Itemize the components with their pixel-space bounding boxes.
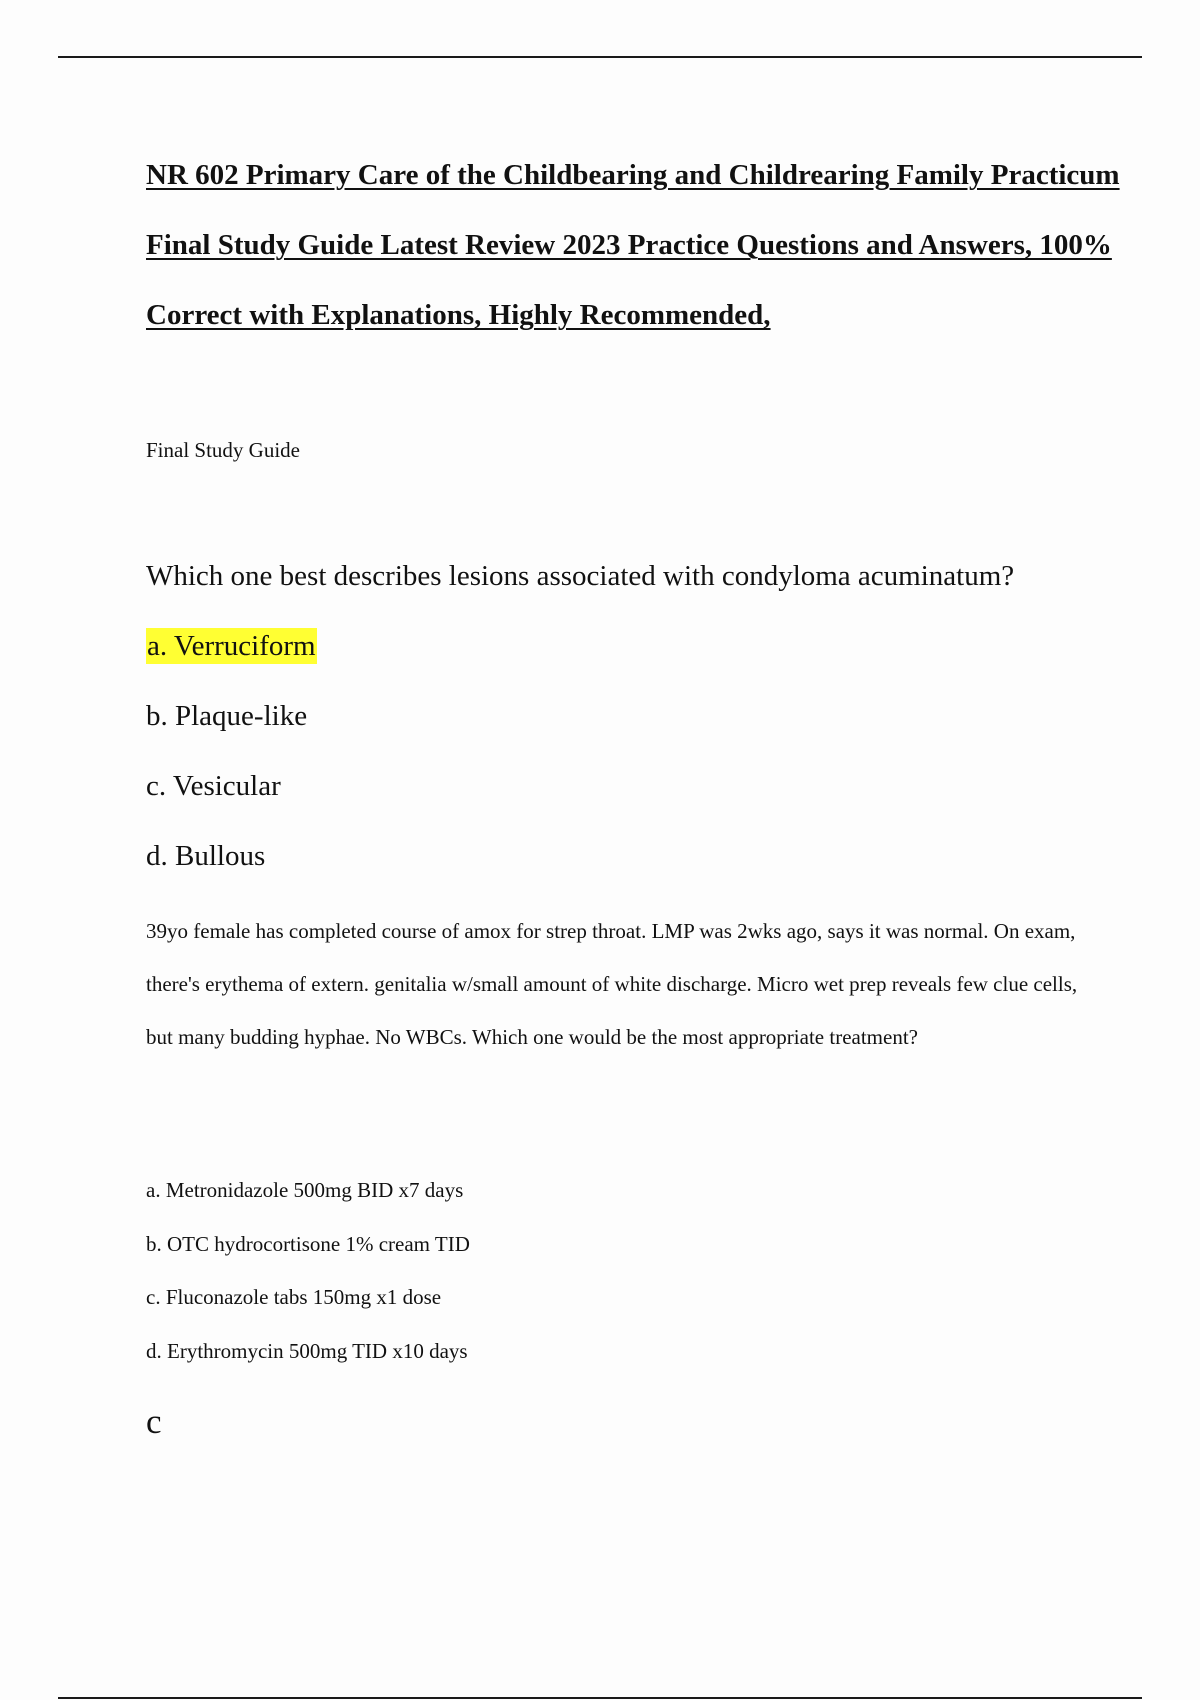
document-subtitle: Final Study Guide — [146, 438, 301, 462]
bottom-divider — [58, 1697, 1142, 1699]
question-2-option-c: c. Fluconazole tabs 150mg x1 dose — [146, 1285, 442, 1309]
document-title: NR 602 Primary Care of the Childbearing and Childrearing Family Practicum Final Study Guide Latest Review 2023 Practice Questions and Answers, 100% Correct with Explanations, Highly Recommended, — [146, 159, 1120, 331]
question-2-option-d: d. Erythromycin 500mg TID x10 days — [146, 1339, 468, 1363]
question-1-option-b: b. Plaque-like — [146, 700, 308, 732]
question-1-option-c: c. Vesicular — [146, 770, 281, 802]
question-1-option-d: d. Bullous — [146, 840, 266, 872]
question-2-option-a: a. Metronidazole 500mg BID x7 days — [146, 1178, 464, 1202]
question-2-option-b: b. OTC hydrocortisone 1% cream TID — [146, 1232, 470, 1256]
highlighted-answer: a. Verruciform — [147, 630, 316, 662]
question-1-text: Which one best describes lesions associated with condyloma acuminatum? — [146, 560, 1015, 592]
top-divider — [58, 56, 1142, 58]
question-2-text: 39yo female has completed course of amox for strep throat. LMP was 2wks ago, says it was normal. On exam, there's erythema of extern. genitalia w/small amount of white discharge. Micro wet prep reveals few clue cells, but many budding hyphae. No WBCs. Which one would be the most appropriate treatment? — [146, 919, 1078, 1049]
question-2-answer: c — [146, 1402, 162, 1441]
question-1-option-a — [146, 630, 317, 663]
